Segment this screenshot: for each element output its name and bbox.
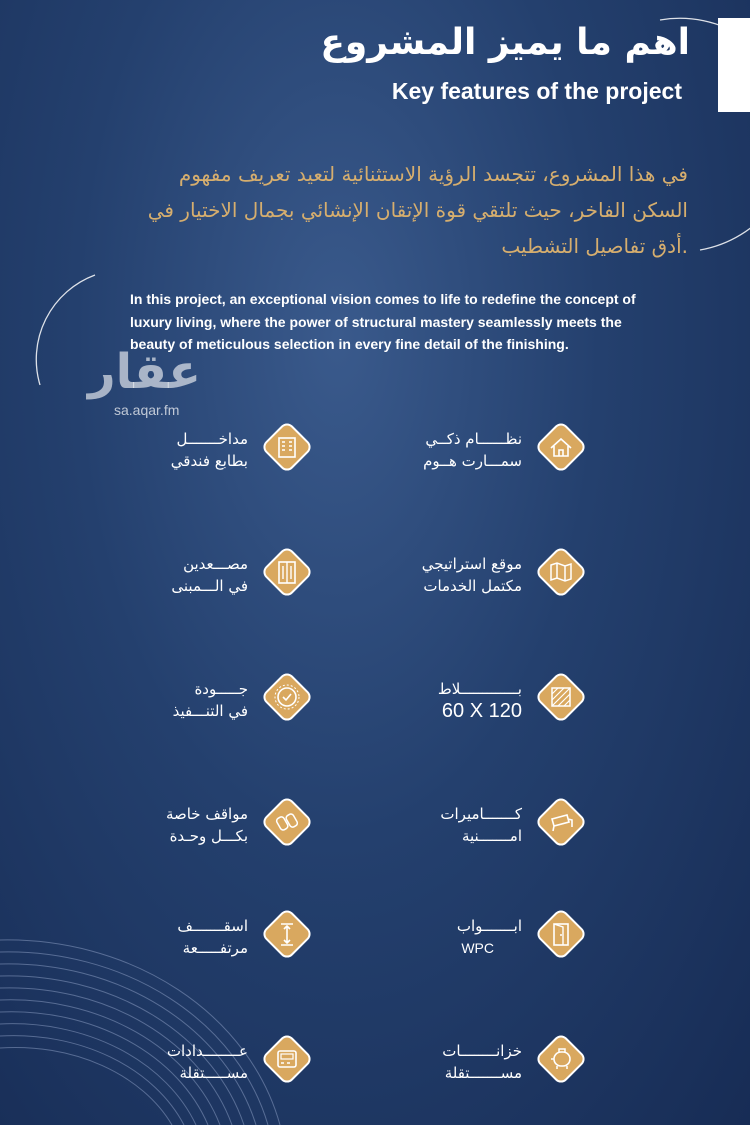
- tiles-icon: [534, 670, 588, 724]
- feature-hotel-entrance: [78, 428, 248, 472]
- door-icon: [534, 907, 588, 961]
- intro-en-line: luxury living, where the power of structural mastery seamlessly meets the: [130, 313, 622, 330]
- water-tank-icon: [534, 1032, 588, 1086]
- parking-icon: [260, 795, 314, 849]
- feature-line2: مســـــــتقلة: [444, 1064, 522, 1082]
- feature-line1: مداخـــــــل: [176, 430, 248, 448]
- high-ceiling-icon: [260, 907, 314, 961]
- intro-ar-line: السكن الفاخر، حيث تلتقي قوة الإتقان الإنشائي بجمال الاختيار في: [147, 198, 688, 222]
- hotel-entrance-icon: [260, 420, 314, 474]
- feature-location: [352, 553, 522, 597]
- header-accent-bar: [718, 18, 750, 112]
- intro-ar-line: في هذا المشروع، تتجسد الرؤية الاستثنائية لتعيد تعريف مفهوم: [178, 162, 688, 186]
- feature-line1: جـــــودة: [194, 680, 248, 698]
- feature-line2: بكـــل وحـدة: [169, 827, 248, 845]
- feature-elevators: [78, 553, 248, 597]
- elevator-icon: [260, 545, 314, 599]
- feature-line2: مرتفـــــعة: [182, 939, 248, 957]
- feature-line1: عــــــــدادات: [166, 1042, 248, 1060]
- intro-ar-line: .أدق تفاصيل التشطيب: [501, 234, 688, 258]
- feature-line2: في الـــمبنى: [171, 577, 248, 595]
- feature-line2: سمـــارت هــوم: [423, 452, 522, 470]
- feature-line1: مصـــعدين: [183, 555, 248, 573]
- feature-parking: [78, 803, 248, 847]
- location-map-icon: [534, 545, 588, 599]
- watermark-logo: عقار: [88, 344, 201, 400]
- feature-smart-home: [352, 428, 522, 472]
- feature-line2: WPC: [461, 940, 494, 956]
- smart-home-icon: [534, 420, 588, 474]
- intro-paragraph-arabic: [118, 156, 688, 264]
- feature-line2: في التنـــفيذ: [172, 702, 248, 720]
- page-title-english: Key features of the project: [391, 78, 682, 104]
- intro-paragraph-english: [130, 288, 686, 356]
- meter-icon: [260, 1032, 314, 1086]
- feature-quality: [78, 678, 248, 722]
- feature-meters: [78, 1040, 248, 1084]
- feature-tiles: [352, 678, 522, 722]
- feature-line1: موقع استراتيجي: [421, 555, 522, 573]
- watermark-url: sa.aqar.fm: [114, 402, 180, 418]
- feature-line1: نظــــــام ذكــي: [425, 430, 522, 448]
- feature-line2: مســـــتقلة: [179, 1064, 248, 1082]
- intro-en-line: beauty of meticulous selection in every fine detail of the finishing.: [130, 336, 569, 352]
- feature-cameras: [352, 803, 522, 847]
- feature-doors: [352, 915, 522, 959]
- feature-line1: ابـــــــواب: [456, 917, 522, 935]
- feature-line1: اسقـــــــف: [177, 917, 248, 935]
- feature-line2: 60 X 120: [441, 700, 522, 722]
- feature-line2: بطابع فندقي: [170, 452, 248, 470]
- feature-line2: مكتمل الخدمات: [423, 577, 522, 595]
- feature-water-tanks: [352, 1040, 522, 1084]
- security-camera-icon: [534, 795, 588, 849]
- feature-line1: خزانــــــــات: [442, 1042, 522, 1060]
- feature-high-ceilings: [78, 915, 248, 959]
- quality-badge-icon: [260, 670, 314, 724]
- intro-en-line: In this project, an exceptional vision comes to life to redefine the concept of: [130, 291, 636, 307]
- feature-line1: مواقف خاصة: [165, 805, 248, 823]
- feature-line2: امـــــــنية: [461, 827, 522, 845]
- feature-line1: كـــــــاميرات: [440, 805, 522, 823]
- page-title-arabic: اهم ما يميز المشروع: [320, 22, 690, 63]
- feature-line1: بـــــــــــــلاط: [437, 680, 522, 698]
